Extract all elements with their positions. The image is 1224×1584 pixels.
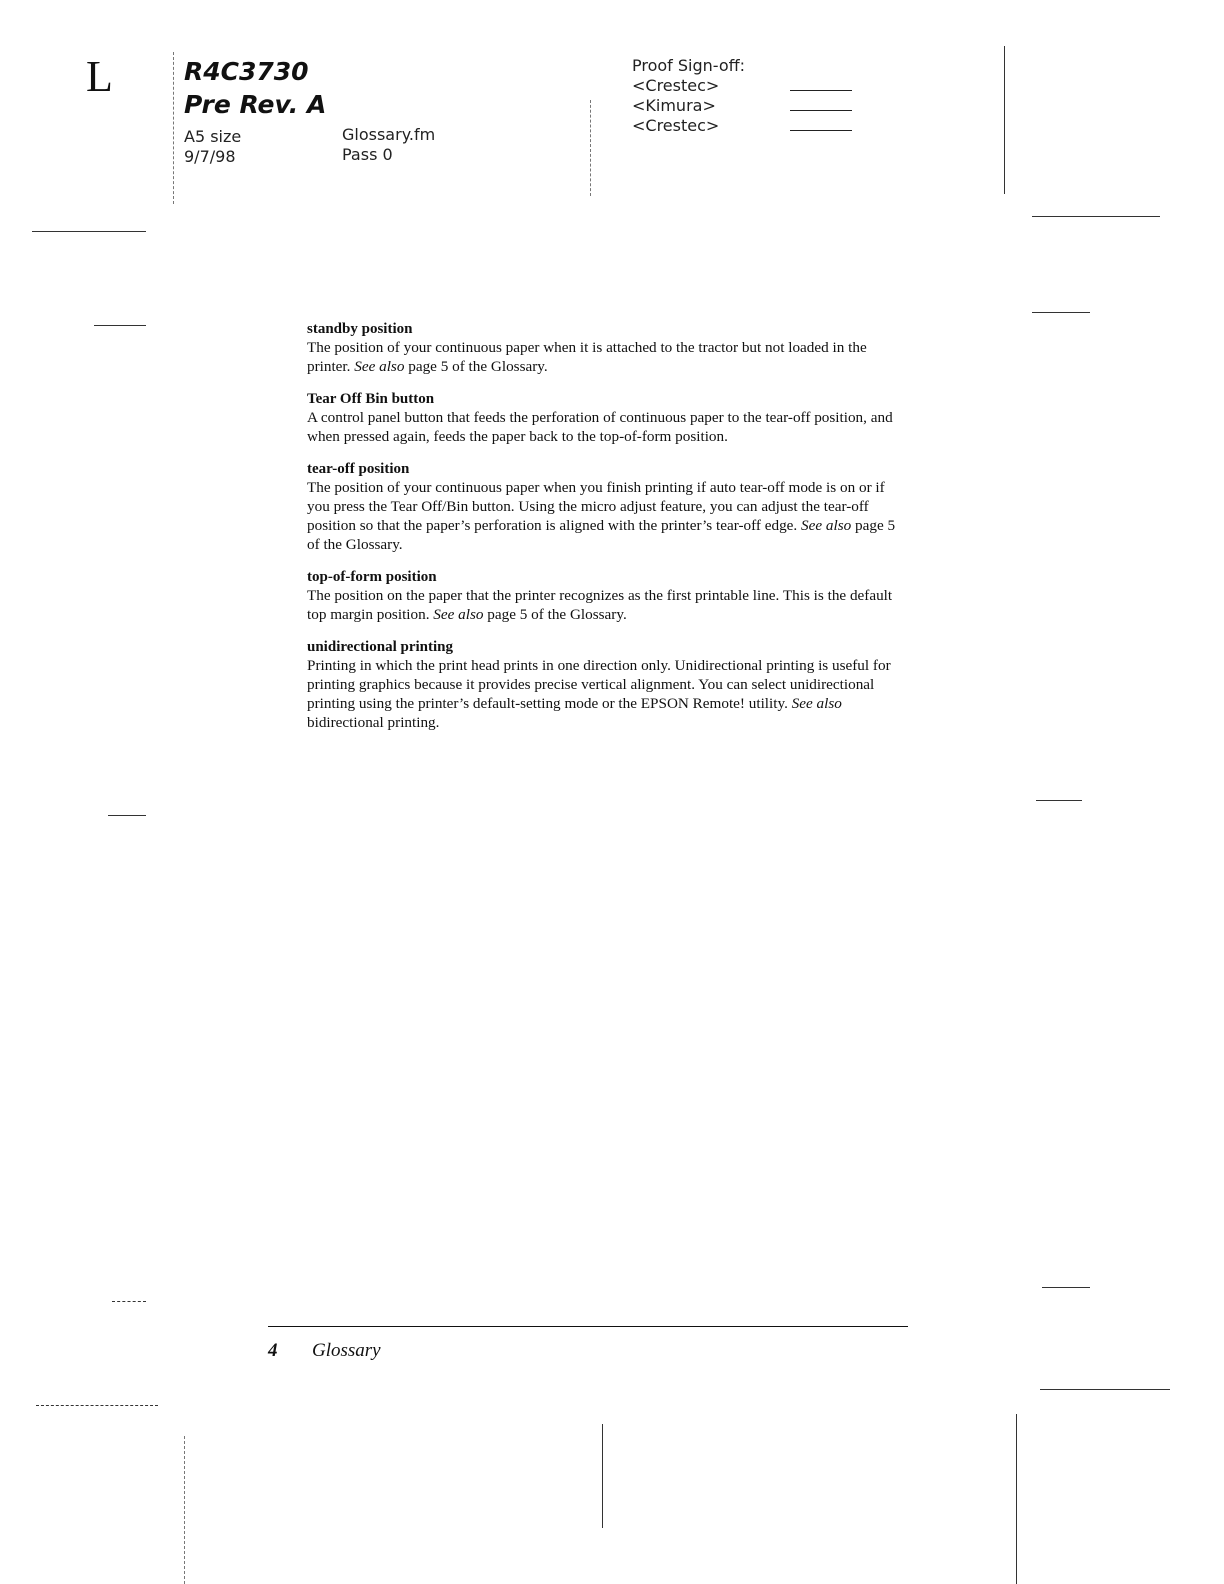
glossary-definition	[307, 478, 902, 554]
glossary-entries	[307, 320, 902, 746]
signoff-line-3	[790, 130, 852, 131]
see-also-label: See also	[791, 695, 842, 712]
crop-mark	[112, 1301, 146, 1302]
page-number: 4	[268, 1340, 278, 1361]
definition-text: The position of your continuous paper when you finish printing if auto tear-off mode is on or if you press the Tear Off/Bin button. Using the micro adjust feature, you can adjust the tear-off position so that the paper’s perforation is aligned with the printer’s tear-off edge.	[307, 479, 885, 534]
document-code: R4C3730	[184, 57, 309, 86]
header-divider-right	[1004, 46, 1005, 194]
definition-reference: bidirectional printing.	[307, 714, 440, 731]
glossary-definition	[307, 408, 902, 446]
header-divider-middle	[590, 100, 591, 196]
crop-mark	[184, 1436, 185, 1584]
proof-signoff	[632, 56, 745, 136]
definition-text: The position of your continuous paper when it is attached to the tractor but not loaded in the printer.	[307, 339, 867, 375]
crop-mark	[1032, 216, 1160, 217]
side-letter: L	[86, 52, 113, 101]
glossary-entry	[307, 320, 902, 376]
footer-rule	[268, 1326, 908, 1327]
signoff-line-2	[790, 110, 852, 111]
header-divider-left	[173, 52, 174, 204]
crop-mark	[1036, 800, 1082, 801]
see-also-label: See also	[433, 606, 484, 623]
definition-reference: page 5 of the Glossary.	[404, 358, 548, 375]
glossary-entry	[307, 638, 902, 732]
definition-reference: page 5 of the Glossary.	[307, 517, 896, 553]
crop-mark	[1032, 312, 1090, 313]
glossary-term: tear-off position	[307, 461, 410, 477]
crop-mark	[1040, 1389, 1170, 1390]
proofer-2: <Kimura>	[632, 96, 716, 115]
crop-mark	[32, 231, 146, 232]
glossary-definition	[307, 586, 902, 624]
glossary-entry	[307, 568, 902, 624]
proofer-1: <Crestec>	[632, 76, 720, 95]
crop-mark	[108, 815, 146, 816]
glossary-term: Tear Off Bin button	[307, 391, 435, 407]
crop-mark	[36, 1405, 158, 1406]
crop-mark	[94, 325, 146, 326]
glossary-term: top-of-form position	[307, 569, 437, 585]
glossary-term: unidirectional printing	[307, 639, 454, 655]
size-label: A5 size	[184, 127, 242, 146]
glossary-entry	[307, 460, 902, 554]
pass-label: Pass 0	[342, 145, 393, 164]
see-also-label: See also	[354, 358, 405, 375]
file-label: Glossary.fm	[342, 125, 436, 144]
definition-text: Printing in which the print head prints in one direction only. Unidirectional printing is useful for printing graphics because it provides precise vertical alignment. You can select unidirectional printing using the printer’s default-setting mode or the EPSON Remote! utility.	[307, 657, 891, 712]
proof-title: Proof Sign-off:	[632, 56, 746, 75]
glossary-entry	[307, 390, 902, 446]
crop-mark	[1042, 1287, 1090, 1288]
crop-mark	[602, 1424, 603, 1528]
glossary-definition	[307, 338, 902, 376]
glossary-term: standby position	[307, 321, 413, 337]
definition-reference: page 5 of the Glossary.	[483, 606, 627, 623]
footer-section-title: Glossary	[312, 1340, 381, 1361]
date-label: 9/7/98	[184, 147, 236, 166]
signoff-line-1	[790, 90, 852, 91]
definition-text: The position on the paper that the printer recognizes as the first printable line. This is the default top margin position.	[307, 587, 893, 623]
crop-mark	[1016, 1414, 1017, 1584]
proofer-3: <Crestec>	[632, 116, 720, 135]
see-also-label: See also	[801, 517, 852, 534]
definition-text: A control panel button that feeds the perforation of continuous paper to the tear-off position, and when pressed again, feeds the paper back to the top-of-form position.	[307, 409, 893, 445]
glossary-definition	[307, 656, 902, 732]
document-revision: Pre Rev. A	[184, 90, 327, 119]
